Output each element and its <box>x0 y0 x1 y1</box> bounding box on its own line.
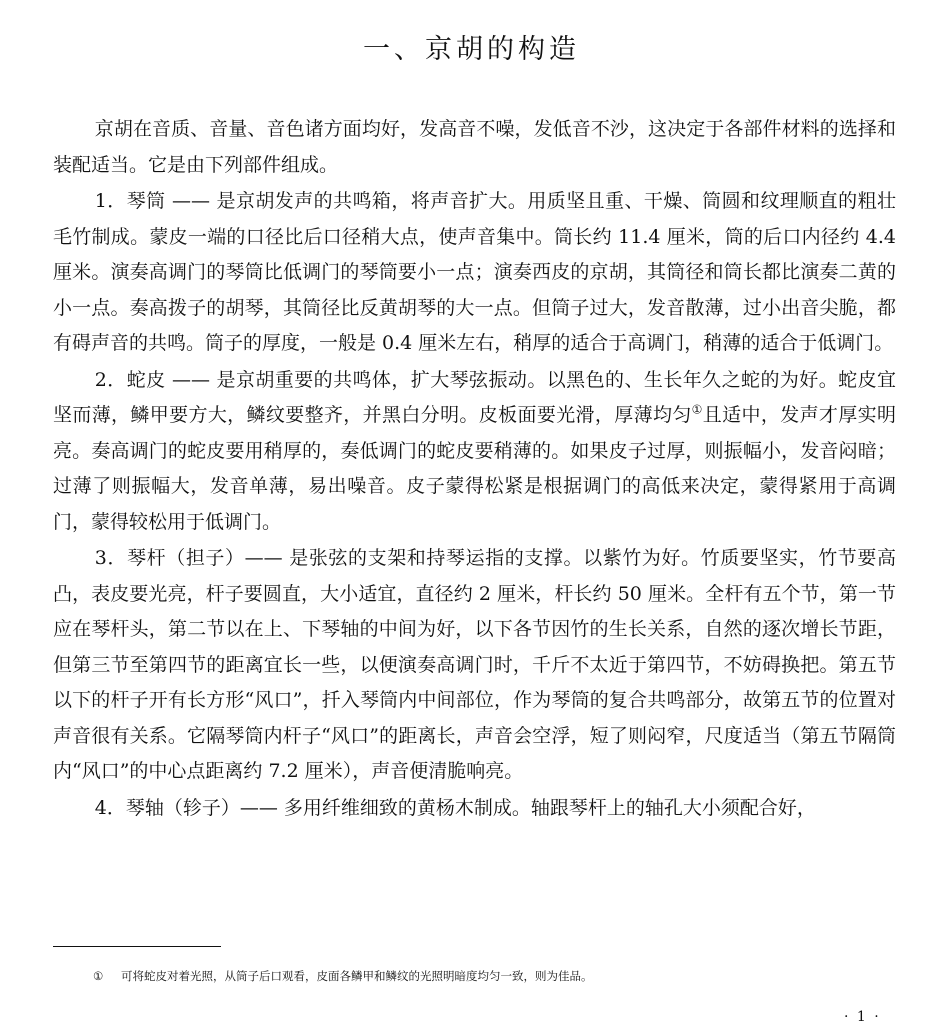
paragraph-qingan: 3．琴杆（担子）—— 是张弦的支架和持琴运指的支撑。以紫竹为好。竹质要坚实，竹节要高凸，表皮要光亮，杆子要圆直，大小适宜，直径约 2 厘米，杆长约 50 厘米。全杆有五个节，第一节应在琴杆头，第二节以在上、下琴轴的中间为好，以下各节因竹的生长关系，自然的逐次增长节距，但第三节至第四节的距离宜长一些，以便演奏高调门时，千斤不太近于第四节，不妨碍换把。第五节以下的杆子开有长方形“风口”，扦入琴筒内中间部位，作为琴筒的复合共鸣部分，故第五节的位置对声音很有关系。它隔琴筒内杆子“风口”的距离长，声音会空浮，短了则闷窄，尺度适当（第五节隔筒内“风口”的中心点距离约 7.2 厘米），声音便清脆响亮。 <box>53 547 896 782</box>
paragraph-shepi-text-b: 且适中，发声才厚实明亮。奏高调门的蛇皮要用稍厚的，奏低调门的蛇皮要稍薄的。如果皮子过厚，则振幅小，发音闷暗；过薄了则振幅大，发音单薄，易出噪音。皮子蒙得松紧是根据调门的高低来决定，蒙得紧用于高调门，蒙得较松用于低调门。 <box>53 404 896 533</box>
paragraph-intro: 京胡在音质、音量、音色诸方面均好，发高音不噪，发低音不沙，这决定于各部件材料的选择和装配适当。它是由下列部件组成。 <box>53 118 896 176</box>
footnote-mark: ① <box>93 969 104 983</box>
footnote-text: 可将蛇皮对着光照，从筒子后口观看，皮面各鳞甲和鳞纹的光照明暗度均匀一致，则为佳品。 <box>121 969 593 983</box>
paragraph-qintong: 1．琴筒 —— 是京胡发声的共鸣箱，将声音扩大。用质坚且重、干燥、筒圆和纹理顺直的粗壮毛竹制成。蒙皮一端的口径比后口径稍大点，使声音集中。筒长约 11.4 厘米，筒的后口内径约 4.4 厘米。演奏高调门的琴筒比低调门的琴筒要小一点；演奏西皮的京胡，其筒径和筒长都比演奏二黄的小一点。奏高拨子的胡琴，其筒径比反黄胡琴的大一点。但筒子过大，发音散薄，过小出音尖脆，都有碍声音的共鸣。筒子的厚度，一般是 0.4 厘米左右，稍厚的适合于高调门，稍薄的适合于低调门。 <box>53 190 896 354</box>
section-title: 一、京胡的构造 <box>363 34 580 65</box>
page-number: · 1 · <box>844 1009 881 1025</box>
footnote-divider <box>53 946 221 947</box>
paragraph-shepi-text-a: 2．蛇皮 —— 是京胡重要的共鸣体，扩大琴弦振动。以黑色的、生长年久之蛇的为好。蛇皮宜坚而薄，鳞甲要方大，鳞纹要整齐，并黑白分明。皮板面要光滑，厚薄均匀 <box>53 368 896 426</box>
paragraph-qinzhou: 4．琴轴（轸子）—— 多用纤维细致的黄杨木制成。轴跟琴杆上的轴孔大小须配合好， <box>94 796 816 819</box>
paragraph-shepi <box>53 363 896 541</box>
footnote <box>93 968 593 984</box>
footnote-reference-mark[interactable]: ① <box>691 402 703 417</box>
body-text <box>53 112 896 826</box>
